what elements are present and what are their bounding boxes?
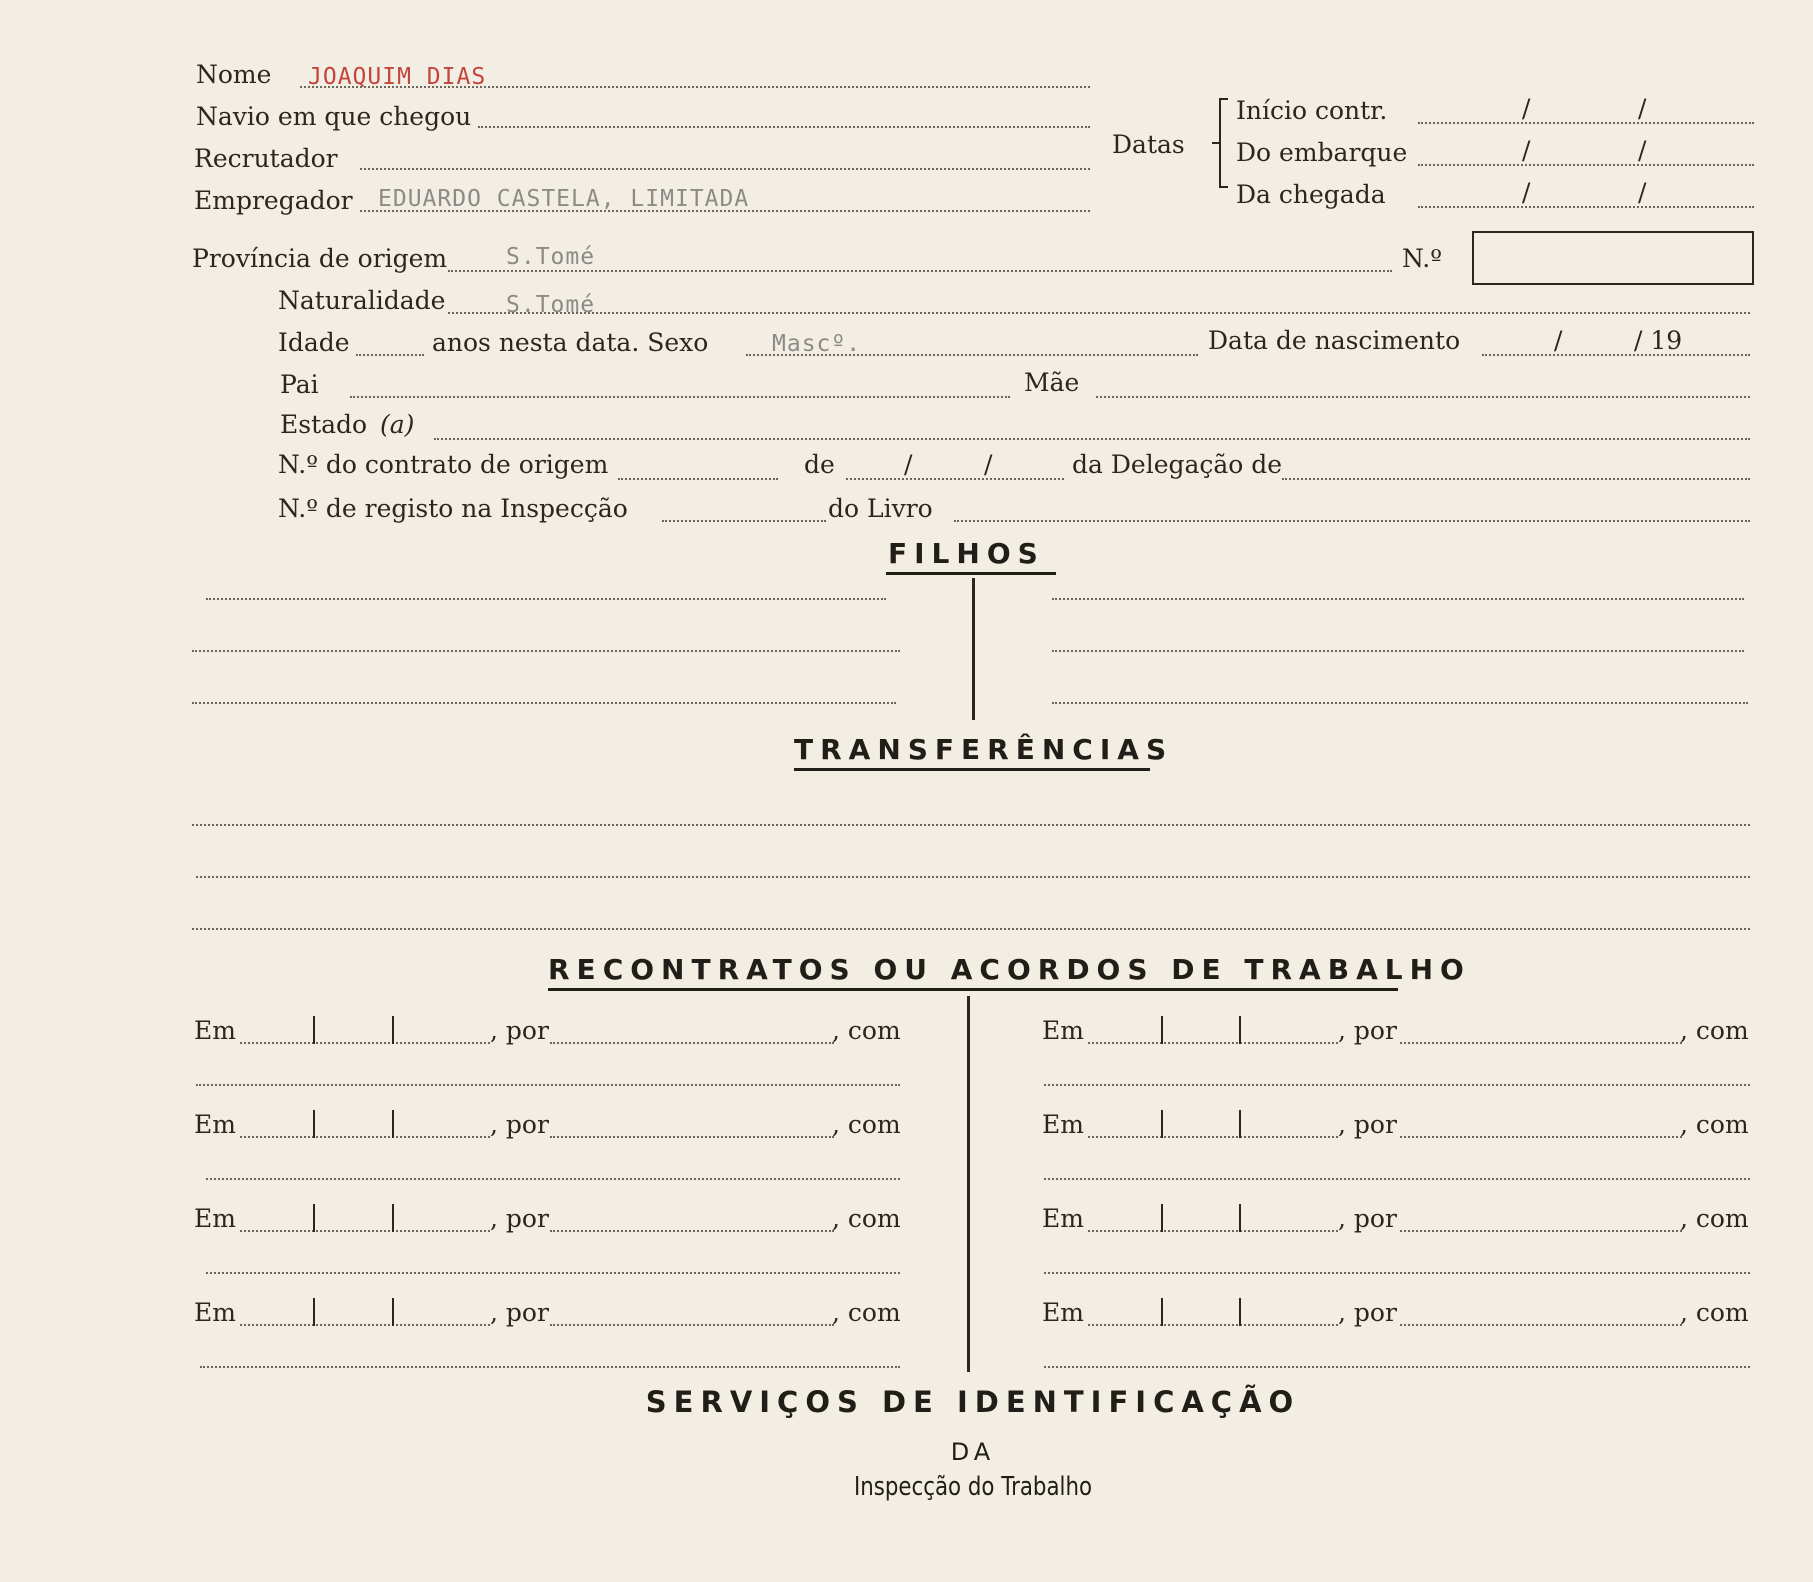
inicio-slash-1: /	[1522, 94, 1531, 123]
filhos-line-left-2	[192, 650, 900, 652]
com-line	[1044, 1272, 1750, 1274]
date-separator	[313, 1110, 315, 1138]
date-separator	[1239, 1298, 1241, 1326]
nascimento-slash: /	[1554, 326, 1563, 355]
datas-brace-bottom	[1219, 186, 1228, 188]
mae-label: Mãe	[1024, 368, 1080, 397]
por-line	[1400, 1136, 1682, 1138]
por-label: , por	[1338, 1016, 1397, 1045]
idade-line	[356, 354, 424, 356]
por-label: , por	[490, 1110, 549, 1139]
registo-label: N.º de registo na Inspecção	[278, 494, 628, 523]
filhos-line-right-1	[1052, 598, 1744, 600]
por-line	[550, 1230, 834, 1232]
recrutador-label: Recrutador	[194, 144, 338, 173]
embarque-line	[1418, 164, 1754, 166]
date-separator	[392, 1016, 394, 1044]
de-slash-2: /	[984, 450, 993, 479]
com-label: , com	[1680, 1298, 1749, 1327]
anos-label: anos nesta data. Sexo	[432, 328, 709, 357]
de-label: de	[804, 450, 835, 479]
recontratos-divider	[967, 996, 970, 1372]
delegacao-line	[1282, 478, 1750, 480]
date-separator	[392, 1204, 394, 1232]
com-label: , com	[832, 1016, 901, 1045]
chegada-label: Da chegada	[1236, 180, 1386, 209]
de-slash-1: /	[904, 450, 913, 479]
com-line	[1044, 1084, 1750, 1086]
de-line	[846, 478, 1064, 480]
por-line	[550, 1042, 834, 1044]
por-label: , por	[490, 1016, 549, 1045]
em-label: Em	[194, 1298, 236, 1327]
em-date-line	[1088, 1042, 1338, 1044]
recontratos-heading: RECONTRATOS OU ACORDOS DE TRABALHO	[548, 953, 1471, 986]
estado-label: Estado	[280, 410, 368, 439]
datas-brace-mid	[1212, 142, 1220, 144]
date-separator	[313, 1204, 315, 1232]
livro-label: do Livro	[828, 494, 933, 523]
date-separator	[1161, 1204, 1163, 1232]
filhos-line-left-3	[192, 702, 896, 704]
com-line	[200, 1366, 900, 1368]
por-line	[1400, 1324, 1682, 1326]
por-label: , por	[490, 1204, 549, 1233]
filhos-line-left-1	[206, 598, 886, 600]
date-separator	[1239, 1016, 1241, 1044]
empregador-label: Empregador	[194, 186, 353, 215]
em-label: Em	[194, 1016, 236, 1045]
date-separator	[392, 1298, 394, 1326]
footer-da: DA	[950, 1438, 996, 1466]
chegada-line	[1418, 206, 1754, 208]
date-separator	[1239, 1204, 1241, 1232]
contrato-label: N.º do contrato de origem	[278, 450, 609, 479]
por-label: , por	[1338, 1298, 1397, 1327]
date-separator	[392, 1110, 394, 1138]
footer-title: SERVIÇOS DE IDENTIFICAÇÃO	[645, 1385, 1301, 1419]
filhos-divider	[972, 578, 975, 720]
com-label: , com	[1680, 1016, 1749, 1045]
datas-brace-top	[1219, 98, 1228, 100]
em-date-line	[1088, 1136, 1338, 1138]
embarque-slash-1: /	[1522, 136, 1531, 165]
nascimento-label: Data de nascimento	[1208, 326, 1461, 355]
com-label: , com	[832, 1298, 901, 1327]
estado-note: (a)	[380, 410, 415, 439]
por-label: , por	[1338, 1110, 1397, 1139]
datas-label: Datas	[1112, 130, 1185, 159]
por-line	[1400, 1042, 1682, 1044]
com-label: , com	[1680, 1204, 1749, 1233]
transferencias-heading: TRANSFERÊNCIAS	[794, 733, 1174, 766]
naturalidade-label: Naturalidade	[278, 286, 446, 315]
inicio-label: Início contr.	[1236, 96, 1388, 125]
naturalidade-line	[448, 312, 1750, 314]
em-label: Em	[1042, 1016, 1084, 1045]
filhos-line-right-2	[1052, 650, 1744, 652]
date-separator	[1239, 1110, 1241, 1138]
embarque-label: Do embarque	[1236, 138, 1408, 167]
filhos-heading: FILHOS	[888, 537, 1045, 570]
contrato-line	[618, 478, 778, 480]
date-separator	[313, 1298, 315, 1326]
com-line	[196, 1084, 900, 1086]
idade-label: Idade	[278, 328, 350, 357]
em-date-line	[240, 1042, 490, 1044]
com-line	[1044, 1178, 1750, 1180]
sexo-line	[746, 354, 1198, 356]
em-date-line	[240, 1136, 490, 1138]
provincia-value: S.Tomé	[506, 244, 596, 270]
em-date-line	[240, 1324, 490, 1326]
recontratos-underline	[548, 988, 1398, 991]
em-label: Em	[1042, 1298, 1084, 1327]
registo-line	[662, 520, 826, 522]
por-line	[550, 1324, 834, 1326]
nascimento-line	[1482, 354, 1750, 356]
por-line	[550, 1136, 834, 1138]
sexo-value: Mascº.	[772, 331, 862, 357]
nome-label: Nome	[196, 60, 272, 89]
filhos-underline	[886, 572, 1056, 575]
delegacao-label: da Delegação de	[1072, 450, 1283, 479]
em-label: Em	[194, 1204, 236, 1233]
por-label: , por	[1338, 1204, 1397, 1233]
em-label: Em	[1042, 1110, 1084, 1139]
empregador-value: EDUARDO CASTELA, LIMITADA	[378, 186, 750, 212]
date-separator	[1161, 1016, 1163, 1044]
com-label: , com	[1680, 1110, 1749, 1139]
com-line	[206, 1178, 900, 1180]
pai-line	[350, 396, 1010, 398]
com-label: , com	[832, 1110, 901, 1139]
inicio-slash-2: /	[1638, 94, 1647, 123]
transferencias-underline	[794, 768, 1150, 771]
numero-label: N.º	[1402, 244, 1442, 273]
footer-inspeccao: Inspecção do Trabalho	[853, 1472, 1093, 1502]
inicio-line	[1418, 122, 1754, 124]
em-date-line	[240, 1230, 490, 1232]
em-date-line	[1088, 1230, 1338, 1232]
nome-line	[300, 86, 1090, 88]
provincia-label: Província de origem	[192, 244, 448, 273]
livro-line	[954, 520, 1750, 522]
com-line	[206, 1272, 900, 1274]
por-label: , por	[490, 1298, 549, 1327]
estado-line	[434, 438, 1750, 440]
provincia-line	[448, 270, 1392, 272]
naturalidade-value: S.Tomé	[506, 292, 596, 318]
numero-box	[1472, 231, 1754, 285]
transferencias-line-3	[192, 928, 1750, 930]
filhos-line-right-3	[1052, 702, 1748, 704]
chegada-slash-1: /	[1522, 178, 1531, 207]
em-label: Em	[1042, 1204, 1084, 1233]
embarque-slash-2: /	[1638, 136, 1647, 165]
recrutador-line	[360, 168, 1090, 170]
por-line	[1400, 1230, 1682, 1232]
pai-label: Pai	[280, 370, 319, 399]
mae-line	[1096, 396, 1750, 398]
empregador-line	[360, 210, 1090, 212]
transferencias-line-1	[192, 824, 1750, 826]
chegada-slash-2: /	[1638, 178, 1647, 207]
com-line	[1044, 1366, 1750, 1368]
date-separator	[313, 1016, 315, 1044]
transferencias-line-2	[196, 876, 1750, 878]
navio-line	[478, 126, 1090, 128]
date-separator	[1161, 1298, 1163, 1326]
com-label: , com	[832, 1204, 901, 1233]
nome-value: JOAQUIM DIAS	[308, 64, 487, 90]
em-date-line	[1088, 1324, 1338, 1326]
navio-label: Navio em que chegou	[196, 102, 472, 131]
nascimento-year: / 19	[1634, 326, 1683, 355]
date-separator	[1161, 1110, 1163, 1138]
em-label: Em	[194, 1110, 236, 1139]
